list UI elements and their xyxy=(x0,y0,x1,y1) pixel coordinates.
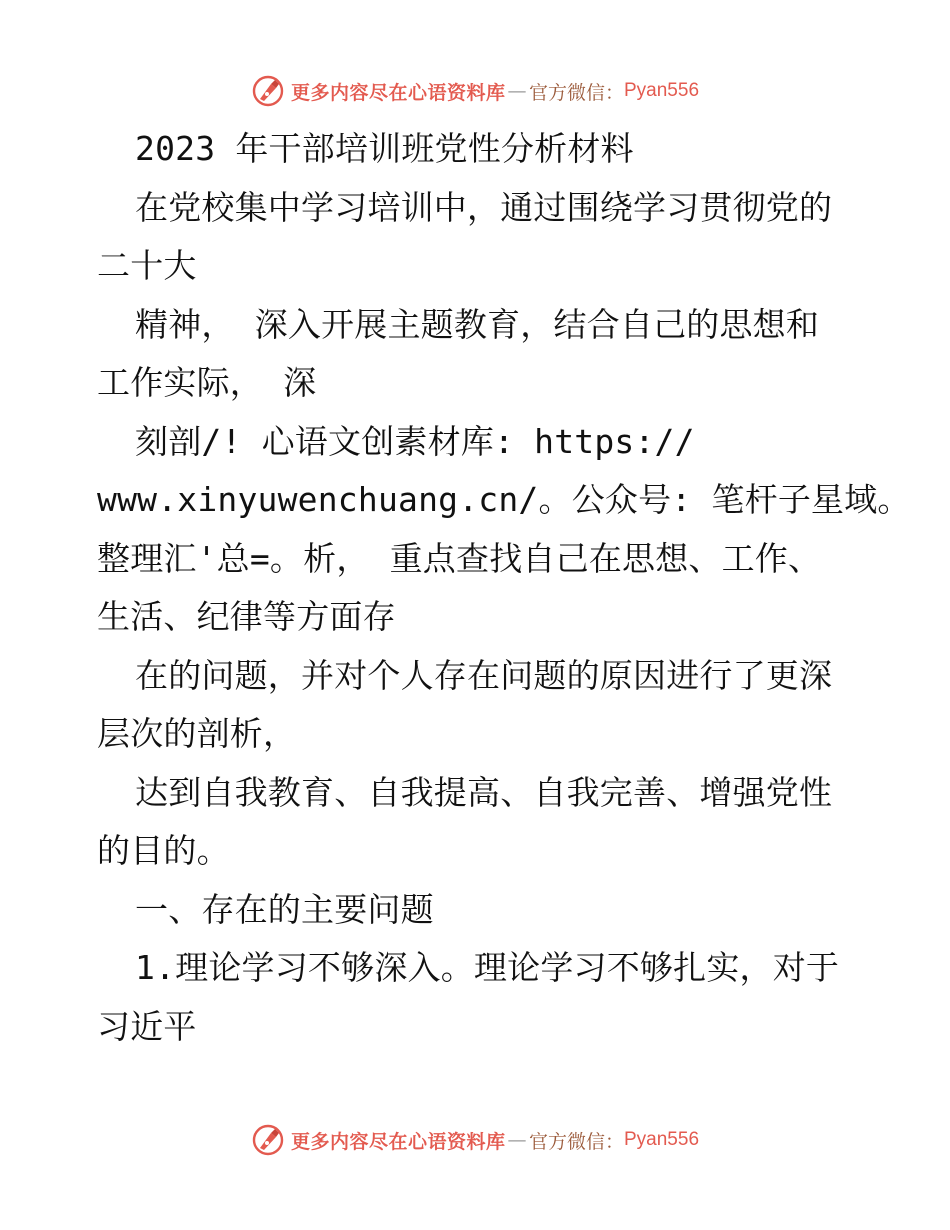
paragraph-line: 习近平 xyxy=(97,1006,197,1046)
paragraph-line: 整理汇'总=。析， 重点查找自己在思想、工作、 xyxy=(97,538,822,578)
pen-nib-seal-icon xyxy=(251,74,285,108)
paragraph-line: 二十大 xyxy=(97,246,197,285)
paragraph-line: www.xinyuwenchuang.cn/。公众号: 笔杆子星域。 xyxy=(97,480,911,519)
header-watermark xyxy=(0,71,950,111)
watermark-wechat-label: 官方微信： xyxy=(528,81,624,104)
document-body xyxy=(97,120,911,1056)
watermark-wechat-id: Pyan556 xyxy=(624,1129,700,1150)
paragraph-line: 达到自我教育、自我提高、自我完善、增强党性 xyxy=(135,772,833,812)
watermark-dash: — xyxy=(507,80,527,102)
paragraph-line: 1.理论学习不够深入。理论学习不够扎实，对于 xyxy=(135,948,840,987)
paragraph-line: 在党校集中学习培训中，通过围绕学习贯彻党的 xyxy=(135,187,833,227)
watermark-site-text: 更多内容尽在心语资料库 xyxy=(290,1130,506,1153)
paragraph-line: 工作实际， 深 xyxy=(97,363,317,402)
watermark-wechat-label: 官方微信： xyxy=(528,1130,624,1153)
watermark-dash: — xyxy=(507,1129,527,1151)
paragraph-line: 的目的。 xyxy=(97,831,230,870)
paragraph-line: 精神， 深入开展主题教育，结合自己的思想和 xyxy=(135,304,820,344)
pen-nib-seal-icon xyxy=(251,1123,285,1157)
paragraph-line: 刻剖/! 心语文创素材库: https:// xyxy=(135,421,695,461)
watermark-site-text: 更多内容尽在心语资料库 xyxy=(290,81,506,104)
paragraph-line: 层次的剖析， xyxy=(97,714,297,753)
document-title: 2023 年干部培训班党性分析材料 xyxy=(135,129,634,168)
footer-watermark xyxy=(0,1120,950,1160)
section-heading: 一、存在的主要问题 xyxy=(135,889,434,929)
paragraph-line: 生活、纪律等方面存 xyxy=(97,597,396,636)
paragraph-line: 在的问题，并对个人存在问题的原因进行了更深 xyxy=(135,655,833,695)
watermark-wechat-id: Pyan556 xyxy=(624,80,700,101)
